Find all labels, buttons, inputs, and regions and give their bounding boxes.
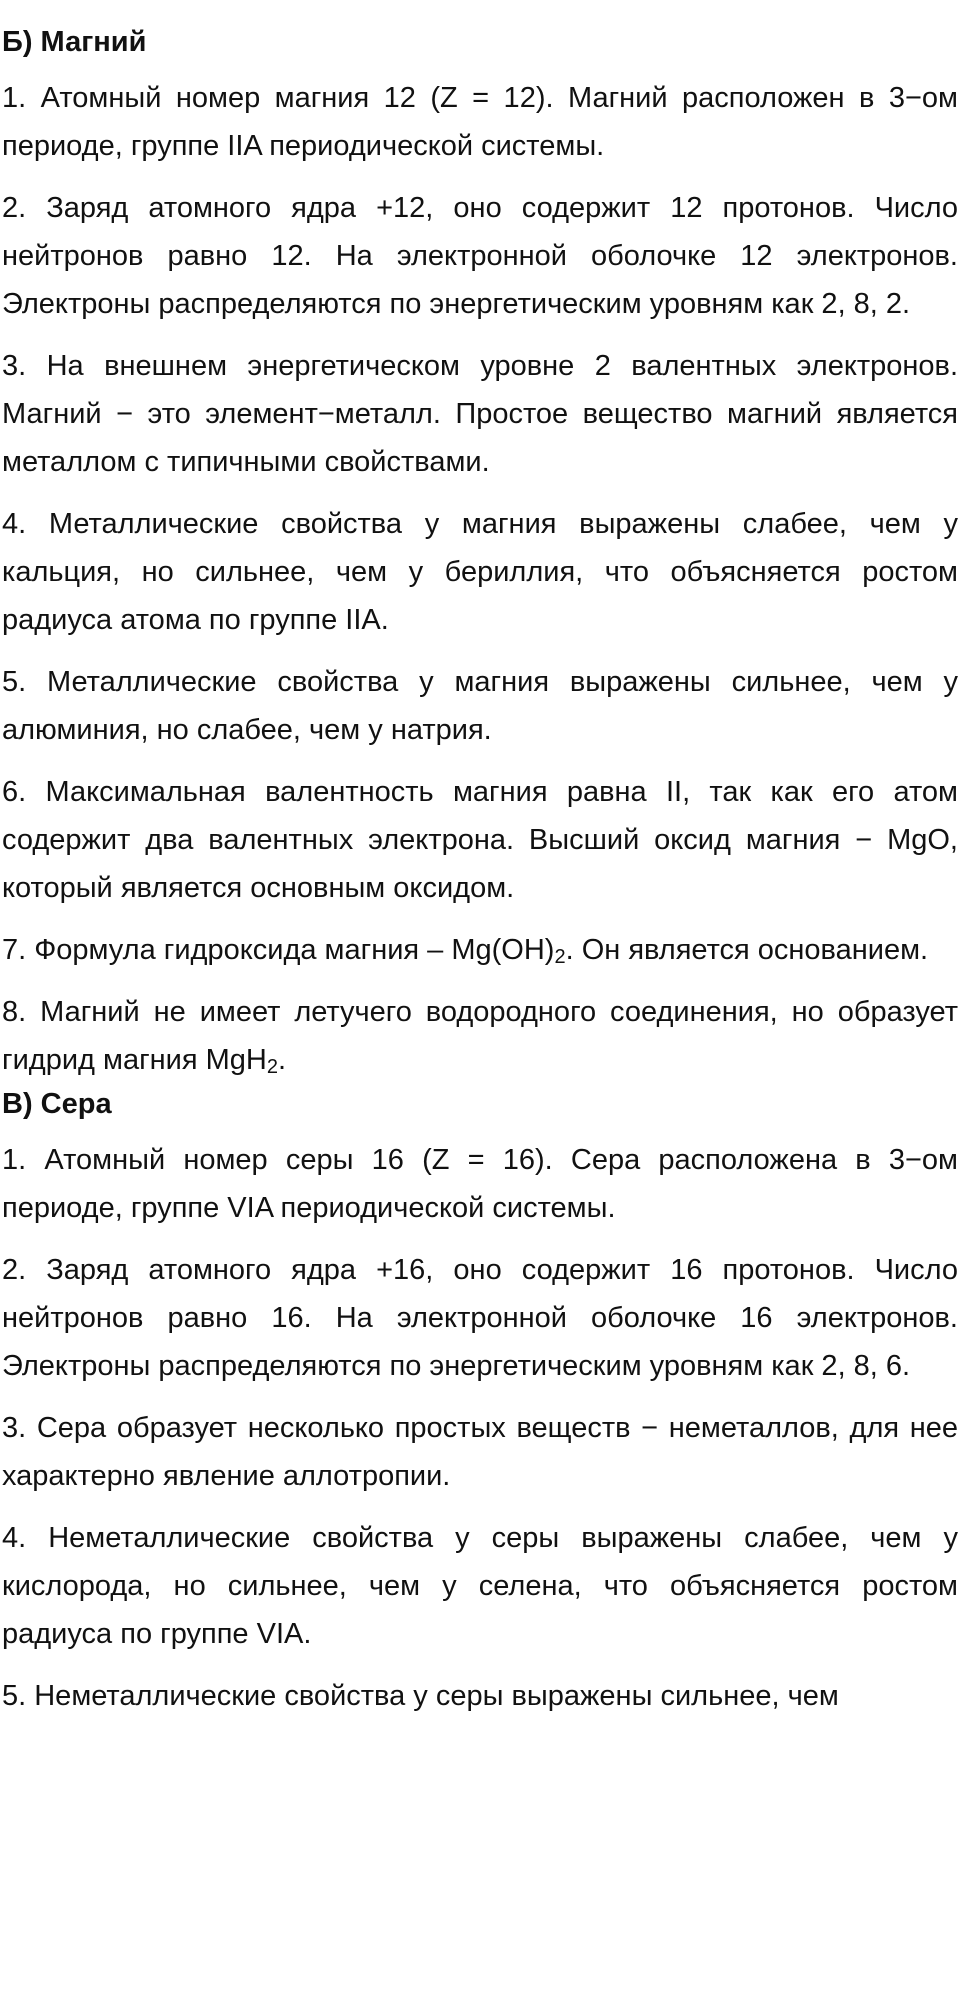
paragraph-mg-8 xyxy=(2,988,958,1084)
paragraph-mg-1: 1. Атомный номер магния 12 (Z = 12). Магний расположен в 3−ом периоде, группе IIA периодической системы. xyxy=(2,82,958,162)
paragraph-s-1: 1. Атомный номер серы 16 (Z = 16). Сера расположена в 3−ом периоде, группе VIA периодической системы. xyxy=(2,1144,958,1224)
section-heading-magnesium: Б) Магний xyxy=(2,26,147,58)
paragraph-s-5: 5. Неметаллические свойства у серы выражены сильнее, чем xyxy=(2,1680,839,1712)
subscript: 2 xyxy=(554,946,566,968)
paragraph-mg-8-text: 8. Магний не имеет летучего водородного соединения, но образует гидрид магния MgH xyxy=(2,996,958,1076)
paragraph-s-4: 4. Неметаллические свойства у серы выражены слабее, чем у кислорода, но сильнее, чем у селена, что объясняется ростом радиуса по группе VIA. xyxy=(2,1522,958,1650)
paragraph-s-2: 2. Заряд атомного ядра +16, оно содержит 16 протонов. Число нейтронов равно 16. На электронной оболочке 16 электронов. Электроны распределяются по энергетическим уровням как 2, 8, 6. xyxy=(2,1254,958,1382)
document-page xyxy=(2,22,958,1720)
paragraph-mg-6: 6. Максимальная валентность магния равна II, так как его атом содержит два валентных электрона. Высший оксид магния − MgO, который является основным оксидом. xyxy=(2,776,958,904)
paragraph-mg-7-after: . Он является основанием. xyxy=(565,934,929,966)
paragraph-mg-7 xyxy=(2,926,958,974)
paragraph-mg-4: 4. Металлические свойства у магния выражены слабее, чем у кальция, но сильнее, чем у бериллия, что объясняется ростом радиуса атома по группе IIA. xyxy=(2,508,958,636)
section-sulfur xyxy=(2,1084,958,1720)
paragraph-mg-3: 3. На внешнем энергетическом уровне 2 валентных электронов. Магний − это элемент−металл. Простое вещество магний является металлом с типичными свойствами. xyxy=(2,350,958,478)
paragraph-mg-5: 5. Металлические свойства у магния выражены сильнее, чем у алюминия, но слабее, чем у натрия. xyxy=(2,666,958,746)
paragraph-s-3: 3. Сера образует несколько простых веществ − неметаллов, для нее характерно явление аллотропии. xyxy=(2,1412,958,1492)
section-magnesium xyxy=(2,22,958,1084)
paragraph-mg-7-text: 7. Формула гидроксида магния – Mg(OH) xyxy=(2,934,555,966)
paragraph-mg-2: 2. Заряд атомного ядра +12, оно содержит 12 протонов. Число нейтронов равно 12. На электронной оболочке 12 электронов. Электроны распределяются по энергетическим уровням как 2, 8, 2. xyxy=(2,192,958,320)
subscript: 2 xyxy=(266,1056,278,1078)
paragraph-mg-8-after: . xyxy=(277,1044,287,1076)
section-heading-sulfur: В) Сера xyxy=(2,1088,112,1120)
